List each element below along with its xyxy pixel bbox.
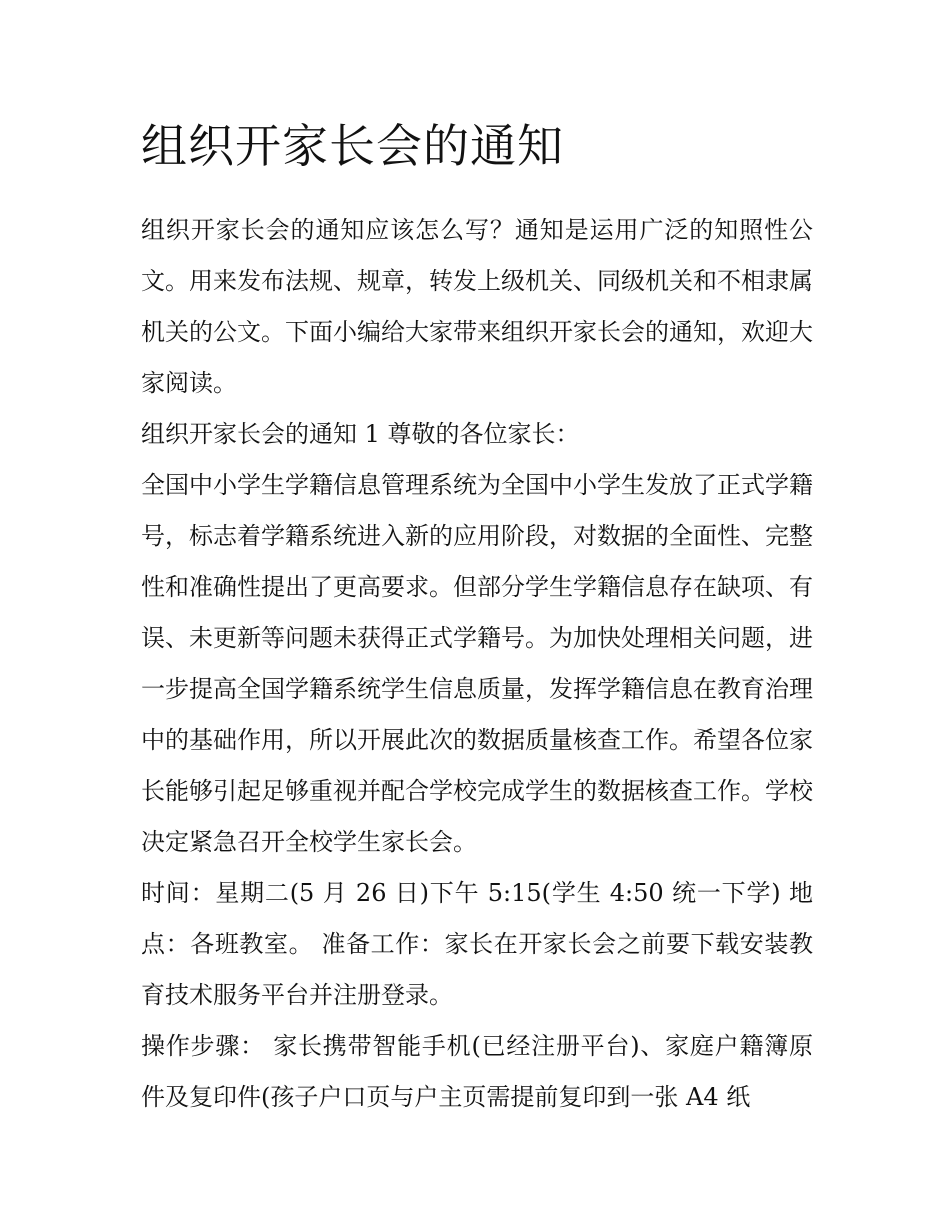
salutation-paragraph: 组织开家长会的通知 1 尊敬的各位家长： — [141, 420, 580, 448]
steps-paragraph: 操作步骤： 家长携带智能手机(已经注册平台)、家庭户籍簿原件及复印件(孩子户口页与户主页需提前复印到一张 A4 纸 — [141, 1032, 813, 1111]
document-body — [141, 112, 813, 1123]
time-location-paragraph: 时间：星期二(5 月 26 日)下午 5:15(学生 4:50 统一下学) 地点：各班教室。 准备工作：家长在开家长会之前要下载安装教育技术服务平台并注册登录。 — [141, 879, 813, 1009]
background-paragraph: 全国中小学生学籍信息管理系统为全国中小学生发放了正式学籍号，标志着学籍系统进入新的应用阶段，对数据的全面性、完整性和准确性提出了更高要求。但部分学生学籍信息存在缺项、有误、未更新等问题未获得正式学籍号。为加快处理相关问题，进一步提高全国学籍系统学生信息质量，发挥学籍信息在教育治理中的基础作用，所以开展此次的数据质量核查工作。希望各位家长能够引起足够重视并配合学校完成学生的数据核查工作。学校决定紧急召开全校学生家长会。 — [141, 471, 813, 856]
intro-paragraph: 组织开家长会的通知应该怎么写？通知是运用广泛的知照性公文。用来发布法规、规章，转发上级机关、同级机关和不相隶属机关的公文。下面小编给大家带来组织开家长会的通知，欢迎大家阅读。 — [141, 216, 813, 397]
document-title: 组织开家长会的通知 — [141, 119, 564, 173]
